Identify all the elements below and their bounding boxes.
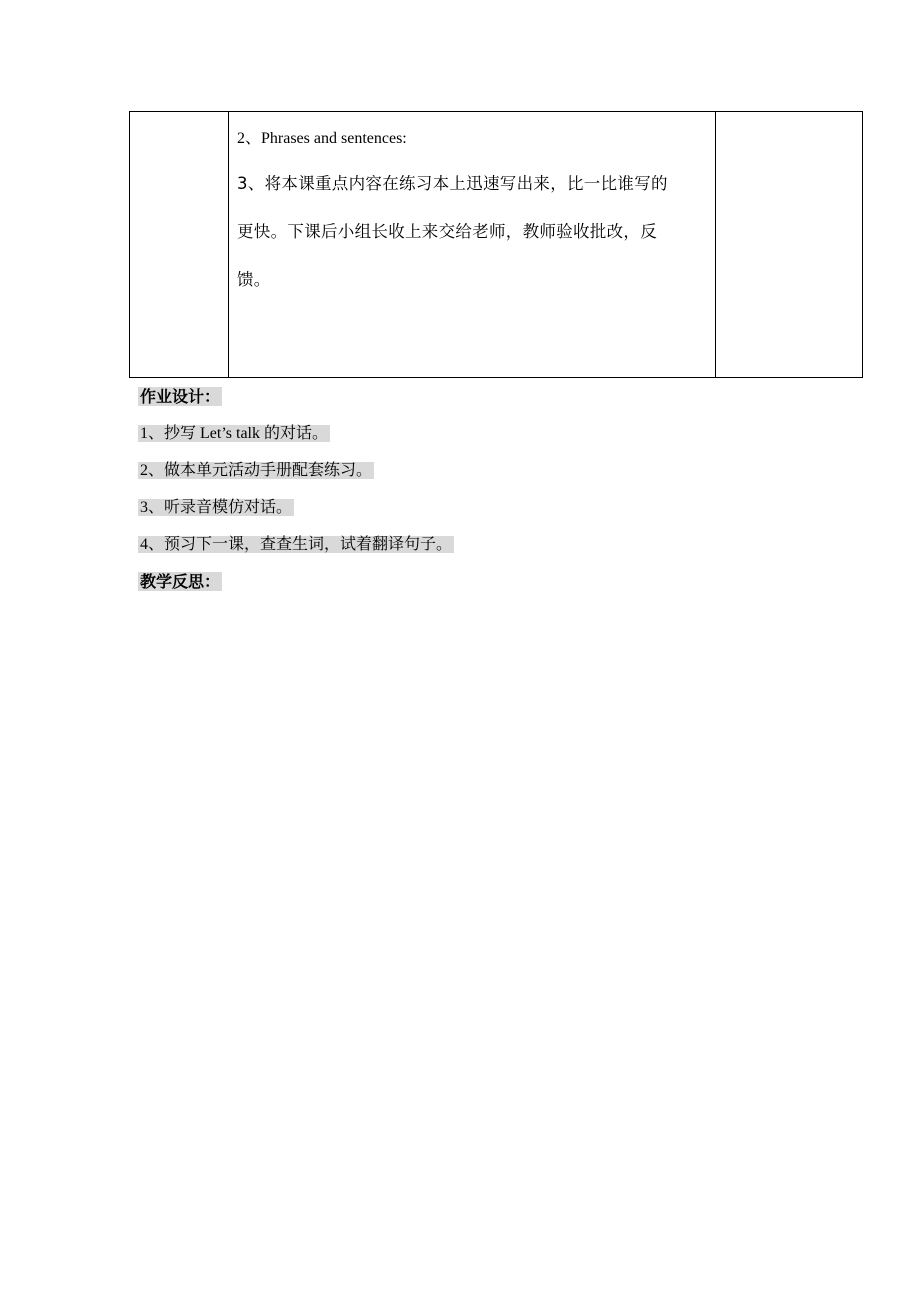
table-column-divider xyxy=(228,112,229,377)
homework-item: 4、预习下一课，查查生词，试着翻译句子。 xyxy=(140,536,453,553)
homework-item: 3、听录音模仿对话。 xyxy=(140,499,293,516)
table-column-divider xyxy=(715,112,716,377)
homework-heading: 作业设计： xyxy=(140,387,221,406)
homework-section xyxy=(138,386,454,608)
paragraph-line: 馈。 xyxy=(237,270,271,289)
homework-item: 2、做本单元活动手册配套练习。 xyxy=(140,462,373,479)
homework-item: 1、抄写 Let’s talk 的对话。 xyxy=(140,425,328,442)
writing-activity-paragraph xyxy=(237,160,709,304)
paragraph-line: 3、将本课重点内容在练习本上迅速写出来，比一比谁写的 xyxy=(237,174,668,193)
table-main-cell xyxy=(237,126,709,304)
paragraph-line: 更快。下课后小组长收上来交给老师，教师验收批改，反 xyxy=(237,222,657,241)
phrases-line: 2、Phrases and sentences: xyxy=(237,130,407,147)
reflection-heading: 教学反思： xyxy=(140,572,221,591)
lesson-table xyxy=(129,111,863,378)
